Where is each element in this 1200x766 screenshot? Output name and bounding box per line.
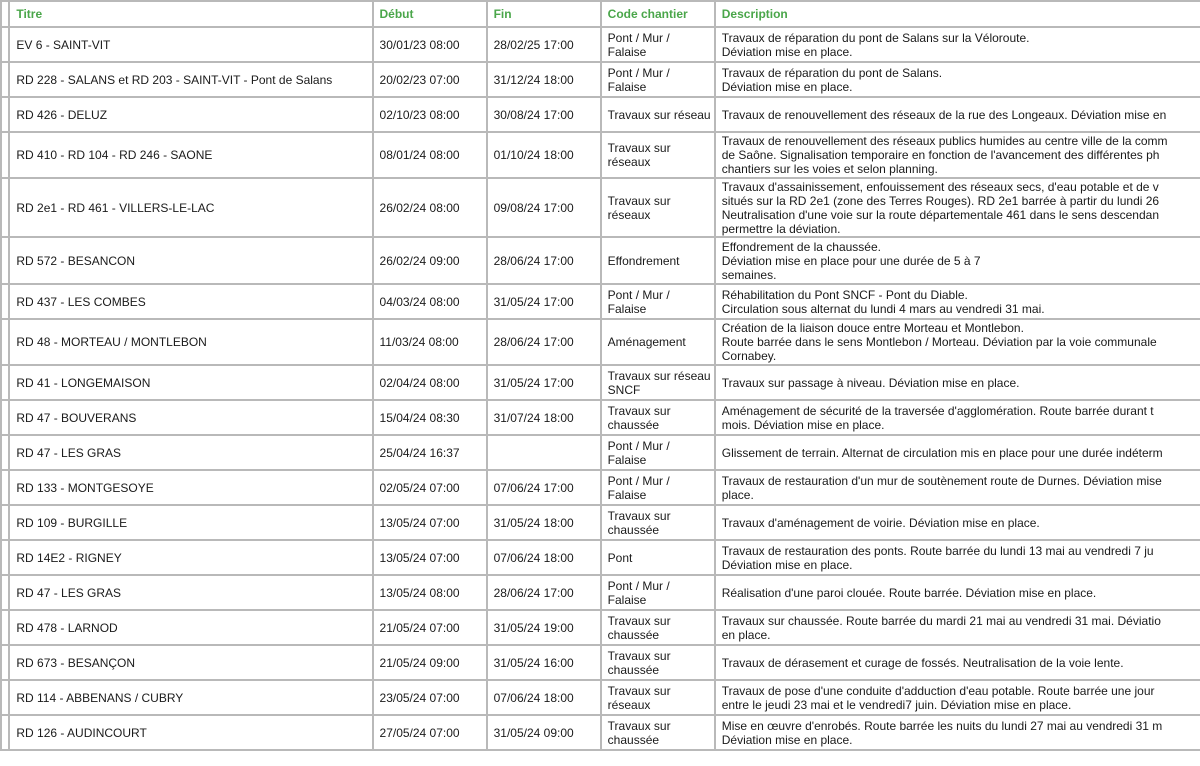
cell-fin: 31/05/24 16:00 — [487, 645, 601, 680]
cell-code-chantier: Aménagement — [601, 319, 715, 365]
table-row[interactable] — [1, 575, 1200, 610]
cell-description: Travaux sur passage à niveau. Déviation mise en place. — [715, 365, 1200, 400]
table-row[interactable] — [1, 284, 1200, 319]
cell-fin — [487, 435, 601, 470]
header-titre[interactable]: Titre — [9, 1, 372, 27]
cell-description: Travaux de réparation du pont de Salans sur la Véloroute. Déviation mise en place. — [715, 27, 1200, 62]
cell-code-chantier: Pont / Mur / Falaise — [601, 435, 715, 470]
table-row[interactable] — [1, 97, 1200, 132]
cell-code-chantier: Travaux sur chaussée — [601, 610, 715, 645]
cell-code-chantier: Travaux sur réseau SNCF — [601, 365, 715, 400]
cell-debut: 30/01/23 08:00 — [373, 27, 487, 62]
cell-debut: 02/04/24 08:00 — [373, 365, 487, 400]
cell-debut: 20/02/23 07:00 — [373, 62, 487, 97]
cell-description: Aménagement de sécurité de la traversée d'agglomération. Route barrée durant t mois. Déviation mise en place. — [715, 400, 1200, 435]
table-row[interactable] — [1, 470, 1200, 505]
cell-titre: RD 47 - LES GRAS — [9, 575, 372, 610]
cell-debut: 08/01/24 08:00 — [373, 132, 487, 178]
cell-code-chantier: Travaux sur chaussée — [601, 400, 715, 435]
cell-fin: 31/05/24 18:00 — [487, 505, 601, 540]
cell-fin: 07/06/24 18:00 — [487, 540, 601, 575]
cell-debut: 21/05/24 09:00 — [373, 645, 487, 680]
cell-debut: 04/03/24 08:00 — [373, 284, 487, 319]
cell-description: Travaux de restauration d'un mur de soutènement route de Durnes. Déviation mise place. — [715, 470, 1200, 505]
header-code-chantier[interactable]: Code chantier — [601, 1, 715, 27]
cell-code-chantier: Pont / Mur / Falaise — [601, 27, 715, 62]
cell-description: Travaux d'aménagement de voirie. Déviation mise en place. — [715, 505, 1200, 540]
cell-code-chantier: Travaux sur chaussée — [601, 505, 715, 540]
cell-description: Travaux de renouvellement des réseaux de la rue des Longeaux. Déviation mise en — [715, 97, 1200, 132]
cell-description: Travaux sur chaussée. Route barrée du mardi 21 mai au vendredi 31 mai. Déviatio en place. — [715, 610, 1200, 645]
cell-debut: 02/10/23 08:00 — [373, 97, 487, 132]
header-fin[interactable]: Fin — [487, 1, 601, 27]
table-row[interactable] — [1, 435, 1200, 470]
cell-description: Travaux de réparation du pont de Salans. Déviation mise en place. — [715, 62, 1200, 97]
cell-code-chantier: Pont / Mur / Falaise — [601, 62, 715, 97]
cell-fin: 30/08/24 17:00 — [487, 97, 601, 132]
cell-fin: 09/08/24 17:00 — [487, 178, 601, 237]
cell-titre: RD 109 - BURGILLE — [9, 505, 372, 540]
cell-code-chantier: Travaux sur réseau — [601, 97, 715, 132]
cell-fin: 07/06/24 17:00 — [487, 470, 601, 505]
cell-description: Travaux de pose d'une conduite d'adduction d'eau potable. Route barrée une jour entre le jeudi 23 mai et le vendredi7 juin. Déviation mise en place. — [715, 680, 1200, 715]
cell-code-chantier: Pont / Mur / Falaise — [601, 575, 715, 610]
header-spacer — [1, 1, 9, 27]
row-marker — [1, 505, 9, 540]
table-row[interactable] — [1, 27, 1200, 62]
cell-fin: 28/02/25 17:00 — [487, 27, 601, 62]
table-row[interactable] — [1, 365, 1200, 400]
cell-titre: RD 14E2 - RIGNEY — [9, 540, 372, 575]
row-marker — [1, 435, 9, 470]
table-row[interactable] — [1, 319, 1200, 365]
cell-description: Glissement de terrain. Alternat de circulation mis en place pour une durée indéterm — [715, 435, 1200, 470]
cell-fin: 31/07/24 18:00 — [487, 400, 601, 435]
cell-debut: 11/03/24 08:00 — [373, 319, 487, 365]
cell-fin: 01/10/24 18:00 — [487, 132, 601, 178]
row-marker — [1, 680, 9, 715]
cell-fin: 28/06/24 17:00 — [487, 575, 601, 610]
header-description[interactable]: Description — [715, 1, 1200, 27]
cell-titre: RD 410 - RD 104 - RD 246 - SAONE — [9, 132, 372, 178]
cell-code-chantier: Pont / Mur / Falaise — [601, 470, 715, 505]
cell-debut: 26/02/24 09:00 — [373, 237, 487, 284]
cell-titre: RD 47 - BOUVERANS — [9, 400, 372, 435]
cell-titre: RD 133 - MONTGESOYE — [9, 470, 372, 505]
cell-code-chantier: Travaux sur chaussée — [601, 645, 715, 680]
cell-debut: 25/04/24 16:37 — [373, 435, 487, 470]
row-marker — [1, 284, 9, 319]
cell-code-chantier: Pont — [601, 540, 715, 575]
cell-titre: RD 228 - SALANS et RD 203 - SAINT-VIT - Pont de Salans — [9, 62, 372, 97]
cell-debut: 13/05/24 07:00 — [373, 505, 487, 540]
header-debut[interactable]: Début — [373, 1, 487, 27]
table-row[interactable] — [1, 132, 1200, 178]
cell-debut: 02/05/24 07:00 — [373, 470, 487, 505]
cell-fin: 07/06/24 18:00 — [487, 680, 601, 715]
table-row[interactable] — [1, 178, 1200, 237]
cell-code-chantier: Travaux sur réseaux — [601, 132, 715, 178]
cell-titre: RD 673 - BESANÇON — [9, 645, 372, 680]
cell-description: Travaux de dérasement et curage de fossés. Neutralisation de la voie lente. — [715, 645, 1200, 680]
cell-debut: 13/05/24 08:00 — [373, 575, 487, 610]
row-marker — [1, 610, 9, 645]
cell-debut: 26/02/24 08:00 — [373, 178, 487, 237]
table-row[interactable] — [1, 680, 1200, 715]
cell-debut: 13/05/24 07:00 — [373, 540, 487, 575]
table-row[interactable] — [1, 237, 1200, 284]
cell-description: Travaux de restauration des ponts. Route barrée du lundi 13 mai au vendredi 7 ju Déviation mise en place. — [715, 540, 1200, 575]
cell-description: Création de la liaison douce entre Morteau et Montlebon. Route barrée dans le sens Montlebon / Morteau. Déviation par la voie communale Cornabey. — [715, 319, 1200, 365]
cell-fin: 31/05/24 17:00 — [487, 284, 601, 319]
row-marker — [1, 575, 9, 610]
cell-debut: 15/04/24 08:30 — [373, 400, 487, 435]
cell-titre: RD 41 - LONGEMAISON — [9, 365, 372, 400]
row-marker — [1, 715, 9, 750]
cell-titre: RD 126 - AUDINCOURT — [9, 715, 372, 750]
row-marker — [1, 365, 9, 400]
row-marker — [1, 62, 9, 97]
cell-debut: 27/05/24 07:00 — [373, 715, 487, 750]
row-marker — [1, 178, 9, 237]
cell-titre: RD 47 - LES GRAS — [9, 435, 372, 470]
row-marker — [1, 645, 9, 680]
table-row[interactable] — [1, 715, 1200, 750]
cell-titre: RD 572 - BESANCON — [9, 237, 372, 284]
cell-titre: RD 478 - LARNOD — [9, 610, 372, 645]
cell-description: Travaux de renouvellement des réseaux publics humides au centre ville de la comm de Saône. Signalisation temporaire en fonction de l'avancement des différentes ph chantiers sur les voies et selon planning. — [715, 132, 1200, 178]
cell-description: Travaux d'assainissement, enfouissement des réseaux secs, d'eau potable et de v situés sur la RD 2e1 (zone des Terres Rouges). RD 2e1 barrée à partir du lundi 26 Neutralisation d'une voie sur la route départementale 461 dans le sens descendan permettre la déviation. — [715, 178, 1200, 237]
cell-code-chantier: Travaux sur réseaux — [601, 178, 715, 237]
row-marker — [1, 470, 9, 505]
cell-fin: 28/06/24 17:00 — [487, 237, 601, 284]
cell-description: Effondrement de la chaussée. Déviation mise en place pour une durée de 5 à 7 semaines. — [715, 237, 1200, 284]
cell-description: Réalisation d'une paroi clouée. Route barrée. Déviation mise en place. — [715, 575, 1200, 610]
cell-description: Réhabilitation du Pont SNCF - Pont du Diable. Circulation sous alternat du lundi 4 mars au vendredi 31 mai. — [715, 284, 1200, 319]
table-row[interactable] — [1, 610, 1200, 645]
cell-debut: 23/05/24 07:00 — [373, 680, 487, 715]
cell-code-chantier: Travaux sur chaussée — [601, 715, 715, 750]
row-marker — [1, 132, 9, 178]
table-header-row — [1, 1, 1200, 27]
row-marker — [1, 237, 9, 284]
cell-code-chantier: Effondrement — [601, 237, 715, 284]
table-row[interactable] — [1, 400, 1200, 435]
cell-titre: RD 48 - MORTEAU / MONTLEBON — [9, 319, 372, 365]
cell-titre: RD 114 - ABBENANS / CUBRY — [9, 680, 372, 715]
cell-titre: RD 2e1 - RD 461 - VILLERS-LE-LAC — [9, 178, 372, 237]
cell-code-chantier: Pont / Mur / Falaise — [601, 284, 715, 319]
cell-fin: 31/05/24 09:00 — [487, 715, 601, 750]
row-marker — [1, 400, 9, 435]
row-marker — [1, 319, 9, 365]
cell-fin: 31/05/24 19:00 — [487, 610, 601, 645]
table-row[interactable] — [1, 540, 1200, 575]
cell-titre: EV 6 - SAINT-VIT — [9, 27, 372, 62]
table-row[interactable] — [1, 62, 1200, 97]
cell-code-chantier: Travaux sur réseaux — [601, 680, 715, 715]
row-marker — [1, 540, 9, 575]
table-row[interactable] — [1, 505, 1200, 540]
cell-debut: 21/05/24 07:00 — [373, 610, 487, 645]
cell-titre: RD 426 - DELUZ — [9, 97, 372, 132]
table-row[interactable] — [1, 645, 1200, 680]
cell-fin: 31/05/24 17:00 — [487, 365, 601, 400]
row-marker — [1, 97, 9, 132]
cell-titre: RD 437 - LES COMBES — [9, 284, 372, 319]
row-marker — [1, 27, 9, 62]
cell-fin: 28/06/24 17:00 — [487, 319, 601, 365]
cell-fin: 31/12/24 18:00 — [487, 62, 601, 97]
cell-description: Mise en œuvre d'enrobés. Route barrée les nuits du lundi 27 mai au vendredi 31 m Déviation mise en place. — [715, 715, 1200, 750]
